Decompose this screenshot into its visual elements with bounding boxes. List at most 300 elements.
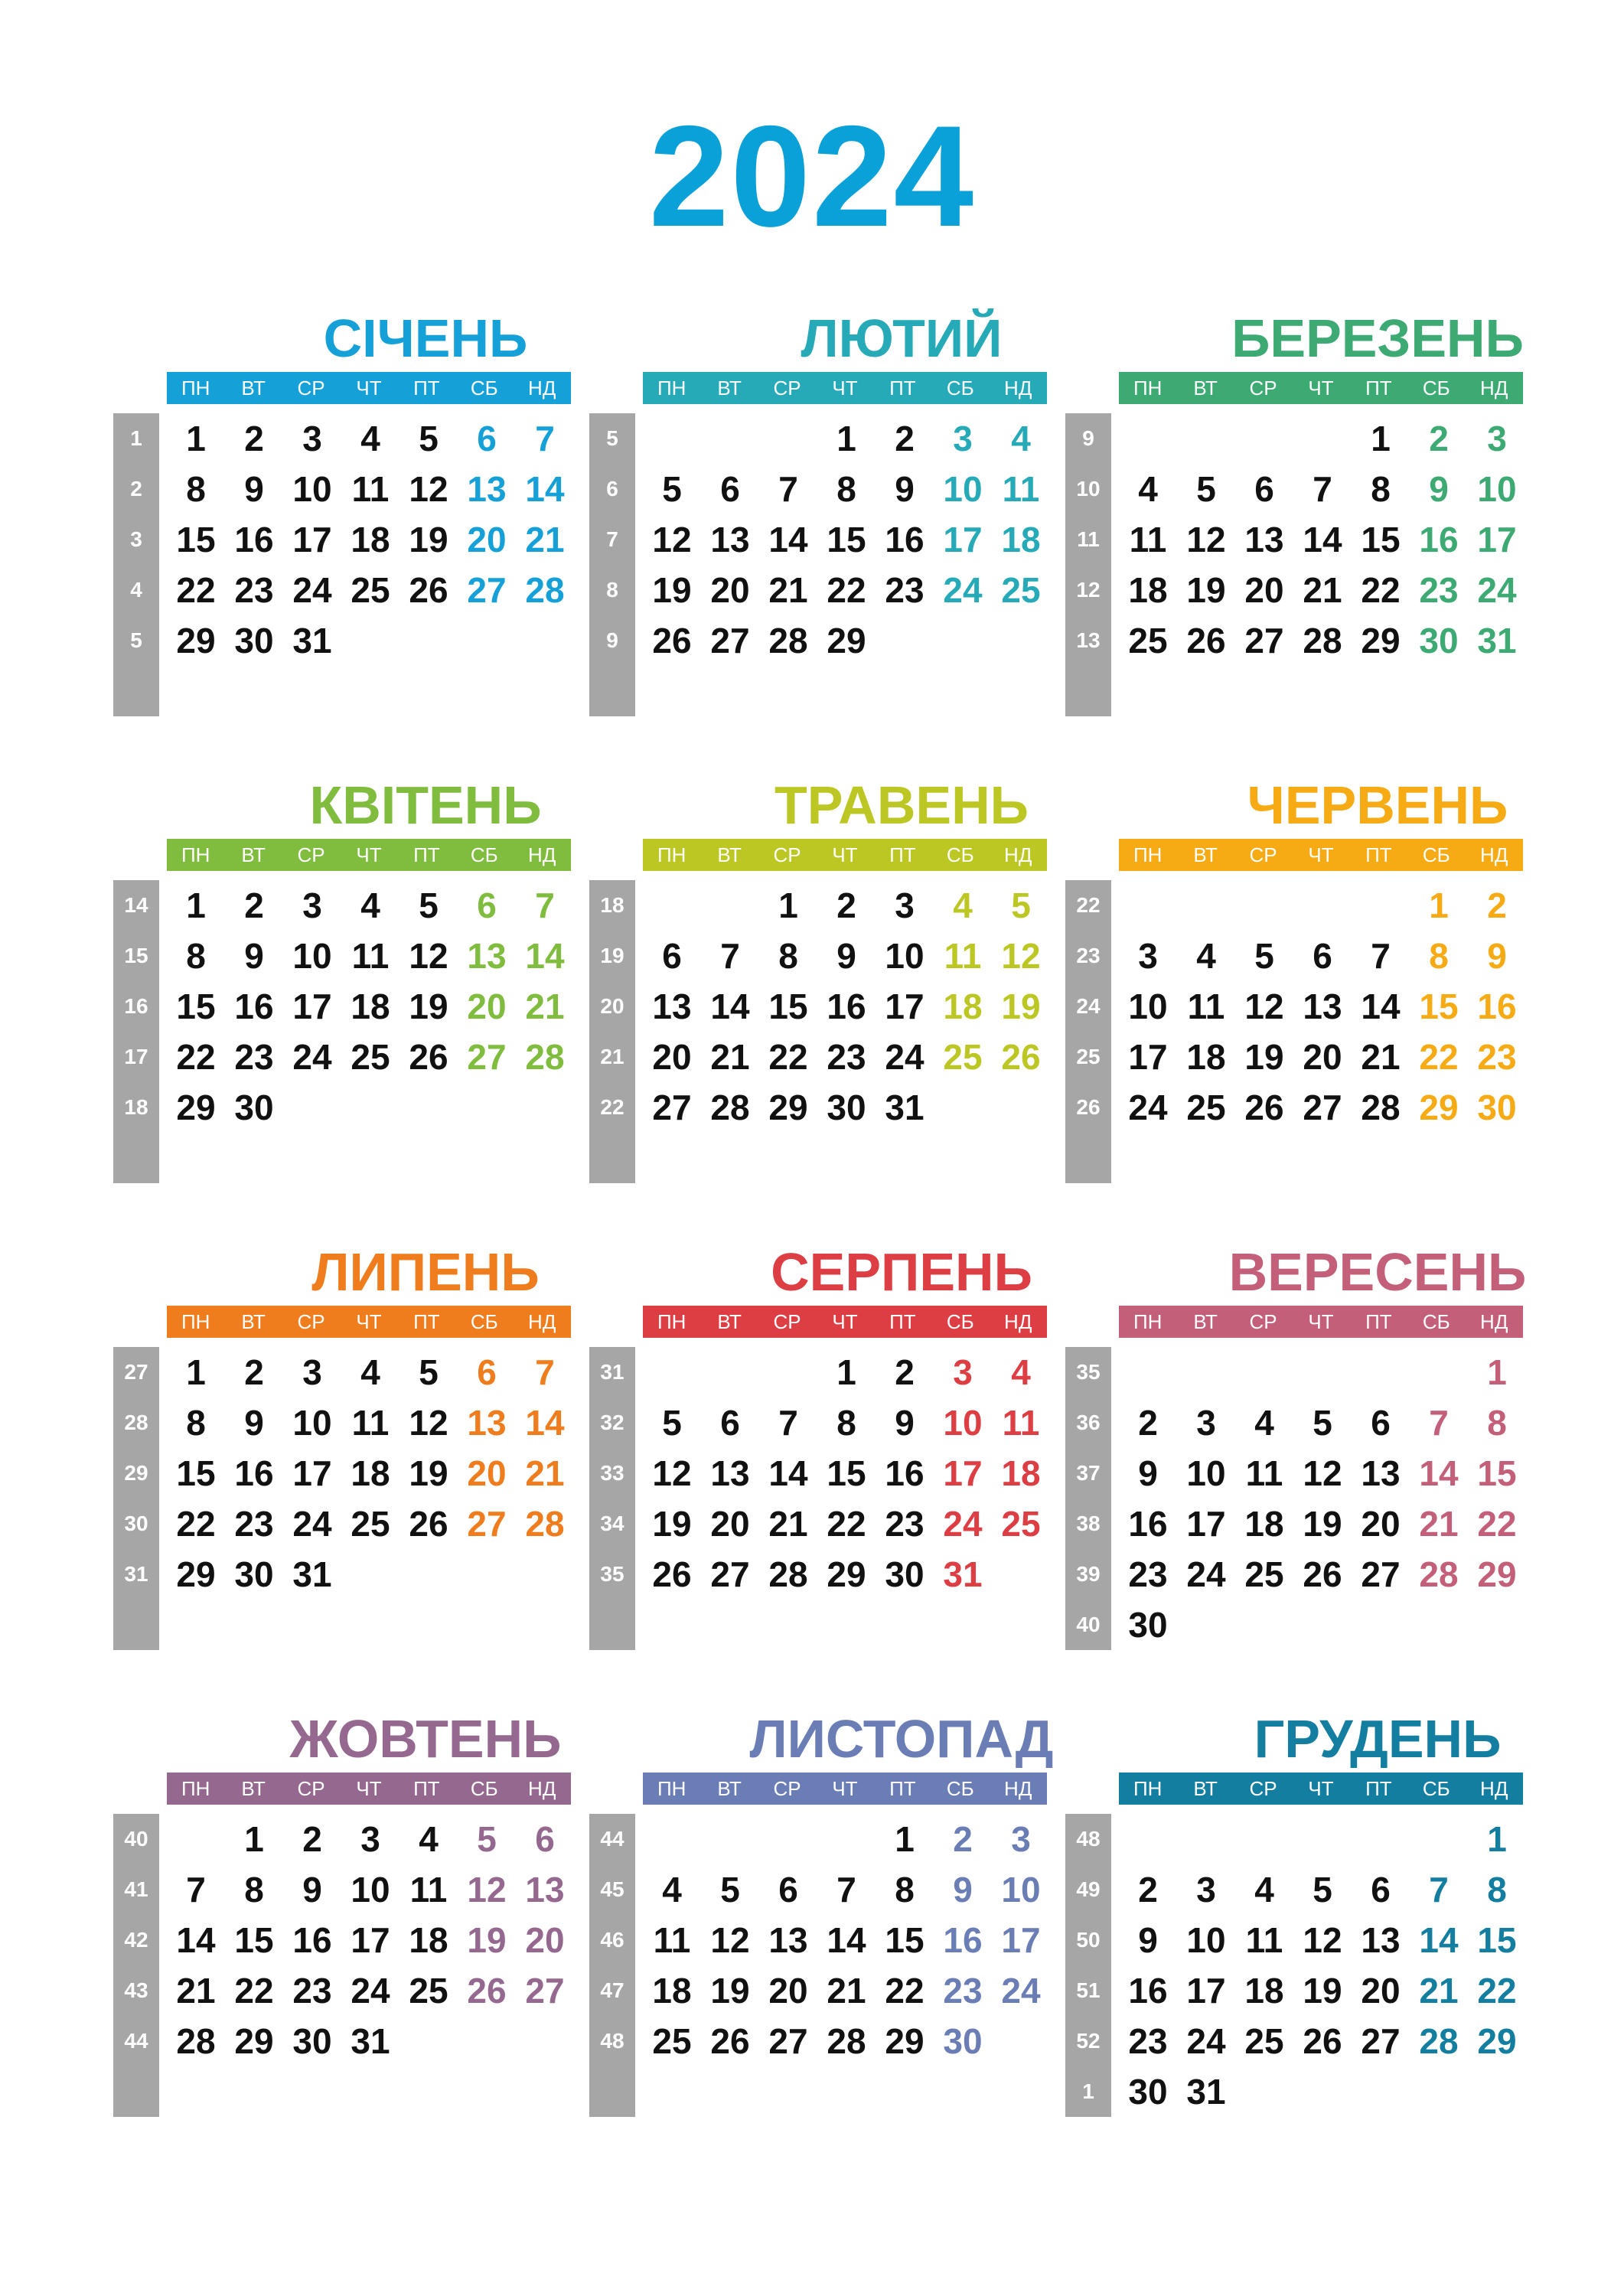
weekday-label: СР [297, 1777, 325, 1800]
weekday-label: ПН [1133, 843, 1163, 866]
weekend-day: 10 [1477, 469, 1517, 509]
weekend-day: 10 [943, 469, 983, 509]
day-cell: 14 [1303, 520, 1342, 559]
day-cell: 29 [1361, 621, 1401, 660]
week-number-column [589, 1347, 635, 1650]
day-cell: 20 [1244, 570, 1284, 610]
day-cell: 16 [885, 1453, 925, 1493]
day-cell: 20 [710, 570, 750, 610]
day-cell: 2 [244, 419, 264, 458]
day-cell: 22 [768, 1037, 808, 1077]
weekday-label: ПН [181, 1310, 210, 1333]
day-cell: 11 [351, 469, 390, 509]
month-name: СІЧЕНЬ [323, 308, 528, 368]
weekend-day: 15 [1477, 1920, 1517, 1960]
week-number: 8 [606, 578, 618, 602]
day-cell: 12 [652, 1453, 692, 1493]
weekday-label: ПТ [1365, 1777, 1392, 1800]
weekday-label: СБ [470, 1777, 498, 1800]
day-cell: 31 [292, 621, 332, 660]
day-cell: 11 [351, 936, 390, 976]
day-cell: 2 [244, 885, 264, 925]
week-number: 49 [1076, 1877, 1101, 1901]
day-cell: 22 [234, 1971, 274, 2011]
day-cell: 5 [662, 1403, 682, 1443]
day-cell: 11 [409, 1870, 448, 1910]
day-cell: 7 [1313, 469, 1332, 509]
day-cell: 9 [244, 1403, 264, 1443]
weekend-day: 26 [467, 1971, 507, 2011]
weekday-label: ЧТ [1308, 843, 1334, 866]
day-cell: 25 [409, 1971, 448, 2011]
weekend-day: 28 [1419, 2021, 1459, 2061]
weekday-label: ЧТ [356, 843, 382, 866]
week-number: 46 [600, 1928, 624, 1952]
month-name: СЕРПЕНЬ [771, 1242, 1032, 1302]
day-cell: 23 [234, 570, 274, 610]
weekday-label: ВТ [241, 377, 266, 400]
day-cell: 5 [1313, 1403, 1332, 1443]
day-cell: 19 [652, 1504, 692, 1544]
week-number: 9 [606, 628, 618, 652]
day-cell: 6 [1371, 1403, 1391, 1443]
day-cell: 11 [351, 1403, 390, 1443]
day-cell: 10 [885, 936, 925, 976]
day-cell: 14 [1361, 987, 1401, 1026]
week-number: 20 [600, 994, 624, 1018]
weekday-label: ПТ [889, 1310, 916, 1333]
weekday-label: ПТ [413, 377, 440, 400]
day-cell: 5 [419, 419, 439, 458]
day-cell: 16 [234, 520, 274, 559]
weekday-header [1119, 1306, 1523, 1338]
weekend-day: 17 [1477, 520, 1517, 559]
weekend-day: 25 [1001, 1504, 1041, 1544]
day-cell: 21 [827, 1971, 866, 2011]
weekend-day: 2 [1429, 419, 1449, 458]
day-cell: 13 [1244, 520, 1284, 559]
weekend-day: 18 [1001, 1453, 1041, 1493]
week-number: 19 [600, 944, 624, 967]
weekend-day: 20 [467, 1453, 507, 1493]
weekday-label: ВТ [241, 843, 266, 866]
week-number-column [113, 880, 159, 1183]
day-cell: 12 [1303, 1920, 1342, 1960]
day-cell: 6 [662, 936, 682, 976]
weekday-label: СБ [1422, 377, 1450, 400]
weekday-label: НД [528, 1777, 556, 1800]
weekend-day: 14 [525, 469, 565, 509]
weekend-day: 29 [1419, 1088, 1459, 1127]
week-number: 47 [600, 1978, 624, 2002]
week-number-column [1065, 1814, 1111, 2117]
week-number: 44 [124, 2029, 148, 2053]
day-cell: 2 [302, 1819, 322, 1859]
day-cell: 17 [292, 520, 332, 559]
day-cell: 16 [827, 987, 866, 1026]
day-cell: 15 [176, 1453, 216, 1493]
week-number: 42 [124, 1928, 148, 1952]
weekday-label: СБ [470, 1310, 498, 1333]
week-number: 6 [606, 477, 618, 501]
weekday-label: ПН [657, 1777, 686, 1800]
day-cell: 14 [768, 520, 808, 559]
weekend-day: 3 [953, 1352, 973, 1392]
day-cell: 29 [768, 1088, 808, 1127]
week-number: 45 [600, 1877, 624, 1901]
day-cell: 17 [1186, 1504, 1226, 1544]
weekday-label: ПТ [413, 1310, 440, 1333]
day-cell: 6 [720, 469, 740, 509]
day-cell: 22 [827, 570, 866, 610]
day-cell: 1 [836, 1352, 856, 1392]
weekday-label: ПН [657, 843, 686, 866]
day-cell: 11 [1187, 987, 1225, 1026]
weekend-day: 3 [1011, 1819, 1031, 1859]
weekday-label: СР [773, 1777, 801, 1800]
weekday-label: СР [1249, 843, 1277, 866]
weekend-day: 24 [1001, 1971, 1041, 2011]
weekend-day: 5 [477, 1819, 497, 1859]
weekday-header [167, 372, 571, 404]
day-cell: 16 [234, 1453, 274, 1493]
weekend-day: 23 [1477, 1037, 1517, 1077]
weekend-day: 11 [944, 936, 982, 976]
weekend-day: 24 [943, 1504, 983, 1544]
weekend-day: 4 [1011, 419, 1031, 458]
day-cell: 1 [186, 419, 206, 458]
day-cell: 13 [1361, 1920, 1401, 1960]
day-cell: 15 [1361, 520, 1401, 559]
weekend-day: 9 [1487, 936, 1507, 976]
day-cell: 27 [768, 2021, 808, 2061]
day-cell: 4 [1254, 1403, 1274, 1443]
week-number: 12 [1076, 578, 1101, 602]
day-cell: 25 [351, 1504, 390, 1544]
day-cell: 21 [768, 1504, 808, 1544]
day-cell: 27 [710, 621, 750, 660]
weekend-day: 27 [467, 570, 507, 610]
month-block [1065, 306, 1624, 735]
day-cell: 26 [1303, 2021, 1342, 2061]
week-number: 3 [130, 527, 142, 551]
day-cell: 5 [419, 885, 439, 925]
month-name: КВІТЕНЬ [309, 775, 542, 835]
weekday-label: НД [1480, 1310, 1508, 1333]
week-number: 18 [124, 1095, 148, 1119]
week-number: 33 [600, 1461, 624, 1485]
day-cell: 9 [836, 936, 856, 976]
weekday-label: НД [528, 1310, 556, 1333]
month-name: ТРАВЕНЬ [774, 775, 1029, 835]
weekday-label: ВТ [241, 1310, 266, 1333]
weekend-day: 4 [953, 885, 973, 925]
weekday-label: ЧТ [832, 1777, 858, 1800]
weekend-day: 31 [1477, 621, 1517, 660]
week-number: 30 [124, 1512, 148, 1535]
day-cell: 11 [653, 1920, 691, 1960]
week-number-column [1065, 1347, 1111, 1650]
month-block [1065, 1707, 1624, 2135]
weekend-day: 27 [467, 1037, 507, 1077]
weekday-label: ЧТ [356, 1777, 382, 1800]
weekend-day: 1 [1487, 1819, 1507, 1859]
year-title: 2024 [648, 96, 976, 256]
day-cell: 7 [836, 1870, 856, 1910]
day-cell: 23 [1128, 1554, 1168, 1594]
day-cell: 12 [1303, 1453, 1342, 1493]
day-cell: 10 [1186, 1920, 1226, 1960]
day-cell: 10 [292, 469, 332, 509]
weekday-label: НД [1480, 377, 1508, 400]
day-cell: 1 [186, 885, 206, 925]
weekend-day: 14 [525, 1403, 565, 1443]
day-cell: 9 [1138, 1453, 1158, 1493]
weekday-label: ПТ [1365, 377, 1392, 400]
week-number: 27 [124, 1360, 148, 1384]
day-cell: 11 [1245, 1920, 1283, 1960]
weekday-label: СБ [946, 1310, 974, 1333]
day-cell: 20 [768, 1971, 808, 2011]
day-cell: 12 [652, 520, 692, 559]
week-number: 24 [1076, 994, 1101, 1018]
weekday-label: ПТ [889, 843, 916, 866]
day-cell: 30 [885, 1554, 925, 1594]
day-cell: 26 [710, 2021, 750, 2061]
day-cell: 11 [1245, 1453, 1283, 1493]
day-cell: 21 [1361, 1037, 1401, 1077]
weekday-label: ПТ [1365, 843, 1392, 866]
day-cell: 25 [1186, 1088, 1226, 1127]
day-cell: 12 [1244, 987, 1284, 1026]
day-cell: 5 [1254, 936, 1274, 976]
weekend-day: 14 [1419, 1920, 1459, 1960]
week-number: 38 [1076, 1512, 1101, 1535]
day-cell: 15 [827, 520, 866, 559]
day-cell: 13 [768, 1920, 808, 1960]
weekend-day: 28 [525, 1504, 565, 1544]
weekend-day: 31 [943, 1554, 983, 1594]
day-cell: 17 [1128, 1037, 1168, 1077]
day-cell: 9 [895, 469, 915, 509]
weekday-label: ВТ [717, 1310, 742, 1333]
day-cell: 29 [827, 621, 866, 660]
weekend-day: 9 [1429, 469, 1449, 509]
day-cell: 2 [1138, 1870, 1158, 1910]
day-cell: 1 [1371, 419, 1391, 458]
day-cell: 14 [768, 1453, 808, 1493]
day-cell: 20 [1361, 1971, 1401, 2011]
day-cell: 19 [409, 987, 448, 1026]
weekend-day: 1 [1487, 1352, 1507, 1392]
weekday-label: ПТ [889, 377, 916, 400]
day-cell: 8 [778, 936, 798, 976]
weekday-label: ВТ [1193, 377, 1218, 400]
week-number: 34 [600, 1512, 624, 1535]
weekend-day: 7 [535, 419, 555, 458]
day-cell: 9 [895, 1403, 915, 1443]
weekday-label: ЧТ [832, 377, 858, 400]
day-cell: 3 [302, 1352, 322, 1392]
day-cell: 10 [1186, 1453, 1226, 1493]
day-cell: 21 [1303, 570, 1342, 610]
day-cell: 29 [827, 1554, 866, 1594]
day-cell: 24 [1186, 1554, 1226, 1594]
day-cell: 2 [1138, 1403, 1158, 1443]
weekend-day: 15 [1477, 1453, 1517, 1493]
week-number: 18 [600, 893, 624, 917]
week-number: 29 [124, 1461, 148, 1485]
day-cell: 30 [827, 1088, 866, 1127]
weekday-label: ВТ [717, 843, 742, 866]
week-number: 28 [124, 1411, 148, 1434]
day-cell: 4 [662, 1870, 682, 1910]
weekend-day: 20 [467, 520, 507, 559]
weekday-label: ВТ [1193, 1310, 1218, 1333]
day-cell: 5 [720, 1870, 740, 1910]
weekday-header [643, 839, 1047, 871]
day-cell: 2 [895, 1352, 915, 1392]
weekday-label: НД [1480, 843, 1508, 866]
day-cell: 30 [1128, 1605, 1168, 1645]
day-cell: 12 [710, 1920, 750, 1960]
weekend-day: 2 [953, 1819, 973, 1859]
weekend-day: 16 [1477, 987, 1517, 1026]
day-cell: 28 [710, 1088, 750, 1127]
day-cell: 6 [1371, 1870, 1391, 1910]
week-number: 22 [1076, 893, 1101, 917]
day-cell: 23 [885, 1504, 925, 1544]
day-cell: 10 [292, 936, 332, 976]
weekend-day: 23 [1419, 570, 1459, 610]
day-cell: 2 [244, 1352, 264, 1392]
week-number: 32 [600, 1411, 624, 1434]
weekday-label: ПН [1133, 377, 1163, 400]
day-cell: 18 [1128, 570, 1168, 610]
week-number-column [589, 1814, 635, 2117]
day-cell: 23 [1128, 2021, 1168, 2061]
day-cell: 24 [1128, 1088, 1168, 1127]
day-cell: 1 [244, 1819, 264, 1859]
day-cell: 4 [360, 419, 380, 458]
day-cell: 10 [1128, 987, 1168, 1026]
day-cell: 22 [827, 1504, 866, 1544]
weekday-header [643, 372, 1047, 404]
weekend-day: 6 [477, 1352, 497, 1392]
week-number: 14 [124, 893, 148, 917]
day-cell: 8 [895, 1870, 915, 1910]
day-cell: 2 [895, 419, 915, 458]
day-cell: 14 [827, 1920, 866, 1960]
day-cell: 6 [720, 1403, 740, 1443]
month-name: ЛИПЕНЬ [311, 1242, 540, 1302]
week-number: 36 [1076, 1411, 1101, 1434]
day-cell: 29 [234, 2021, 274, 2061]
day-cell: 26 [1303, 1554, 1342, 1594]
day-cell: 3 [1138, 936, 1158, 976]
day-cell: 24 [885, 1037, 925, 1077]
weekend-day: 14 [525, 936, 565, 976]
day-cell: 28 [176, 2021, 216, 2061]
day-cell: 27 [710, 1554, 750, 1594]
weekend-day: 19 [1001, 987, 1041, 1026]
day-cell: 18 [1244, 1971, 1284, 2011]
month-name: ЖОВТЕНЬ [289, 1709, 562, 1769]
month-name: БЕРЕЗЕНЬ [1231, 308, 1524, 368]
day-cell: 19 [1303, 1504, 1342, 1544]
day-cell: 31 [1186, 2072, 1226, 2112]
day-cell: 7 [778, 1403, 798, 1443]
day-cell: 4 [1196, 936, 1216, 976]
day-cell: 22 [885, 1971, 925, 2011]
weekday-label: ПН [657, 1310, 686, 1333]
day-cell: 18 [351, 1453, 390, 1493]
day-cell: 26 [1186, 621, 1226, 660]
weekend-day: 30 [1419, 621, 1459, 660]
weekend-day: 26 [1001, 1037, 1041, 1077]
day-cell: 21 [768, 570, 808, 610]
week-number: 35 [1076, 1360, 1101, 1384]
weekend-day: 16 [1419, 520, 1459, 559]
weekend-day: 25 [943, 1037, 983, 1077]
day-cell: 28 [827, 2021, 866, 2061]
week-number-column [589, 413, 635, 716]
day-cell: 4 [419, 1819, 439, 1859]
weekday-label: ПН [181, 843, 210, 866]
day-cell: 3 [1196, 1403, 1216, 1443]
day-cell: 18 [652, 1971, 692, 2011]
day-cell: 28 [1361, 1088, 1401, 1127]
day-cell: 3 [1196, 1870, 1216, 1910]
week-number: 17 [124, 1045, 148, 1068]
weekend-day: 21 [1419, 1971, 1459, 2011]
day-cell: 17 [292, 987, 332, 1026]
day-cell: 11 [1129, 520, 1167, 559]
day-cell: 31 [351, 2021, 390, 2061]
day-cell: 15 [827, 1453, 866, 1493]
weekday-label: ПН [657, 377, 686, 400]
weekend-day: 7 [535, 885, 555, 925]
month-name: ЛЮТИЙ [801, 308, 1003, 368]
weekday-header [1119, 372, 1523, 404]
weekend-day: 22 [1477, 1504, 1517, 1544]
day-cell: 5 [1196, 469, 1216, 509]
day-cell: 9 [1138, 1920, 1158, 1960]
weekend-day: 21 [525, 520, 565, 559]
weekend-day: 6 [535, 1819, 555, 1859]
day-cell: 24 [351, 1971, 390, 2011]
day-cell: 27 [1361, 1554, 1401, 1594]
weekday-label: ЧТ [356, 377, 382, 400]
weekday-label: ПТ [413, 843, 440, 866]
weekday-header [167, 839, 571, 871]
day-cell: 20 [652, 1037, 692, 1077]
weekend-day: 29 [1477, 2021, 1517, 2061]
day-cell: 7 [720, 936, 740, 976]
day-cell: 2 [836, 885, 856, 925]
day-cell: 25 [1244, 1554, 1284, 1594]
weekday-label: СР [297, 843, 325, 866]
day-cell: 6 [1254, 469, 1274, 509]
weekday-label: ПТ [413, 1777, 440, 1800]
day-cell: 16 [1128, 1971, 1168, 2011]
month-block [1065, 773, 1624, 1202]
day-cell: 4 [1138, 469, 1158, 509]
weekday-label: ВТ [717, 1777, 742, 1800]
day-cell: 19 [1186, 570, 1226, 610]
day-cell: 19 [652, 570, 692, 610]
weekend-day: 16 [943, 1920, 983, 1960]
